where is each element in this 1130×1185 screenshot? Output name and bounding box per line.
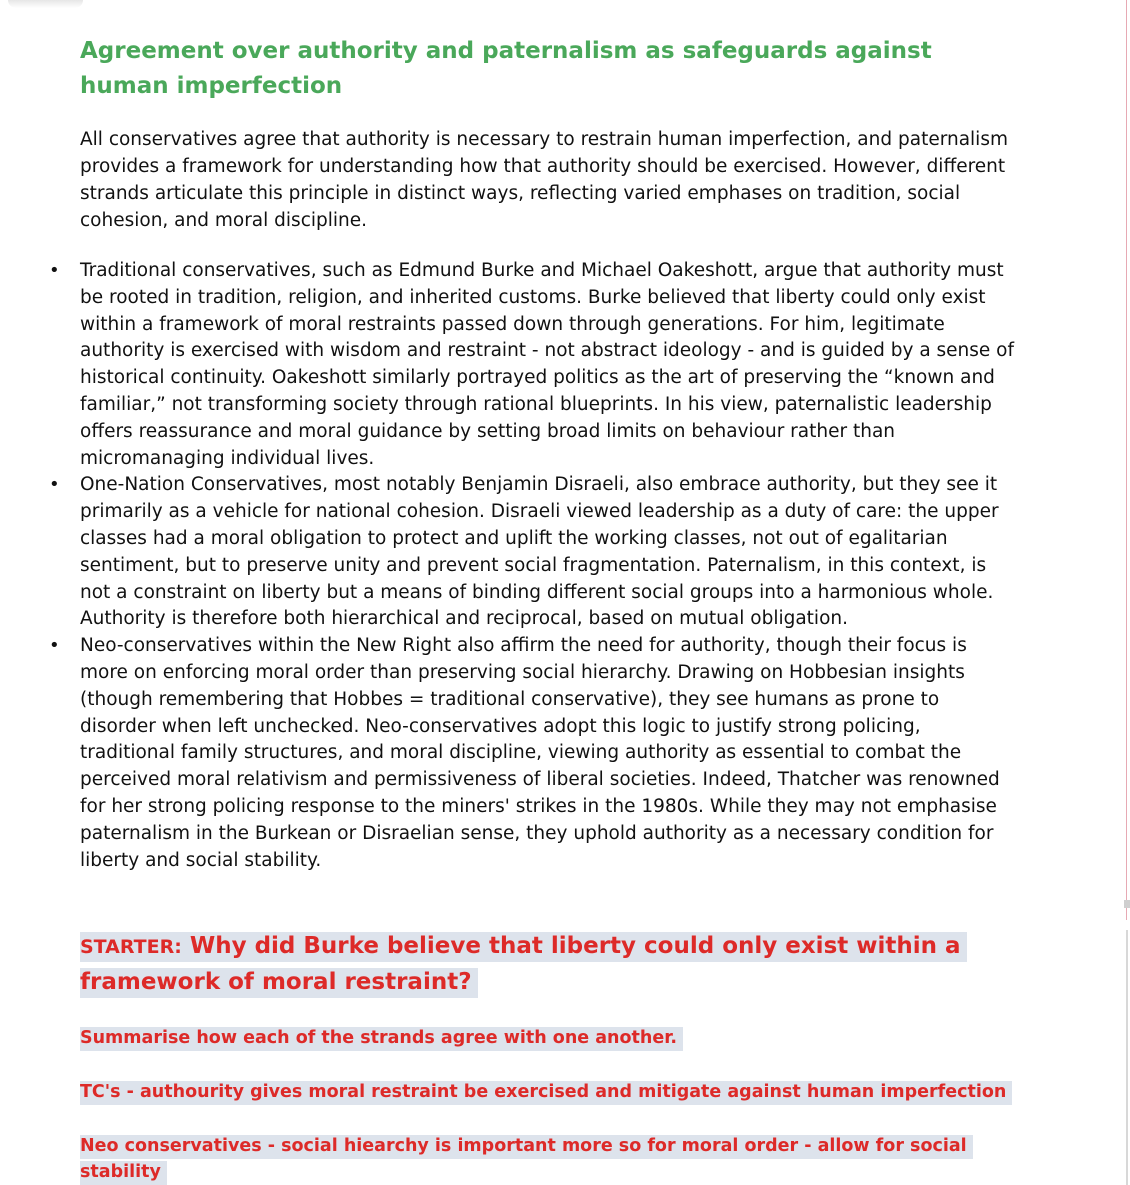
- task-tc-answer: [80, 1079, 1015, 1105]
- intro-paragraph: All conservatives agree that authority is necessary to restrain human imperfection, and paternalism provides a framework for understanding how that authority should be exercised. However, different strands articulate this principle in distinct ways, reflecting varied emphases on tradition, social cohesion, and moral discipline.: [80, 129, 1008, 231]
- starter-highlight: [80, 932, 967, 998]
- task-summarise-text: Summarise how each of the strands agree with one another.: [80, 1027, 683, 1051]
- bullet-one-nation-conservatives: • One-Nation Conservatives, most notably Benjamin Disraeli, also embrace authority, but they see it primarily as a vehicle for national cohesion. Disraeli viewed leadership as a duty of care: the upper classes had a moral obligation to protect and uplift the working classes, not out of egalitarian sentiment, but to preserve unity and prevent social fragmentation. Paternalism, in this context, is not a constraint on liberty but a means of binding different social groups into a harmonious whole. Authority is therefore both hierarchical and reciprocal, based on mutual obligation.: [80, 472, 1015, 633]
- bullet-neo-conservatives: • Neo-conservatives within the New Right also affirm the need for authority, though their focus is more on enforcing moral order than preserving social hierarchy. Drawing on Hobbesian insights (though remembering that Hobbes = traditional conservative), they see humans as prone to disorder when left unchecked. Neo-conservatives adopt this logic to justify strong policing, traditional family structures, and moral discipline, viewing authority as essential to combat the perceived moral relativism and permissiveness of liberal societies. Indeed, Thatcher was renowned for her strong policing response to the miners' strikes in the 1980s. While they may not emphasise paternalism in the Burkean or Disraelian sense, they uphold authority as a necessary condition for liberty and social stability.: [80, 633, 1015, 874]
- task-tc-answer-text: TC's - authourity gives moral restraint be exercised and mitigate against human imperfection: [80, 1081, 1012, 1105]
- task-neo-answer-text: Neo conservatives - social hiearchy is important more so for moral order - allow for social stability: [80, 1135, 973, 1185]
- section-heading: Agreement over authority and paternalism as safeguards against human imperfection: [80, 38, 932, 99]
- task-neo-answer: [80, 1133, 1015, 1185]
- starter-question: [80, 929, 1015, 1000]
- page-edge-marker: [1126, 0, 1127, 920]
- task-summarise: [80, 1025, 1015, 1051]
- strands-bullet-list: [80, 258, 1015, 874]
- page-edge-tab: [1124, 900, 1130, 908]
- starter-label: STARTER:: [80, 936, 182, 958]
- starter-question-text: Why did Burke believe that liberty could only exist within a framework of moral restraint?: [80, 933, 961, 995]
- page-edge-divider: [1126, 930, 1128, 1185]
- page-corner-shadow: [8, 0, 83, 8]
- bullet-traditional-conservatives: • Traditional conservatives, such as Edmund Burke and Michael Oakeshott, argue that authority must be rooted in tradition, religion, and inherited customs. Burke believed that liberty could only exist within a framework of moral restraints passed down through generations. For him, legitimate authority is exercised with wisdom and restraint - not abstract ideology - and is guided by a sense of historical continuity. Oakeshott similarly portrayed politics as the art of preserving the “known and familiar,” not transforming society through rational blueprints. In his view, paternalistic leadership offers reassurance and moral guidance by setting broad limits on behaviour rather than micromanaging individual lives.: [80, 258, 1015, 472]
